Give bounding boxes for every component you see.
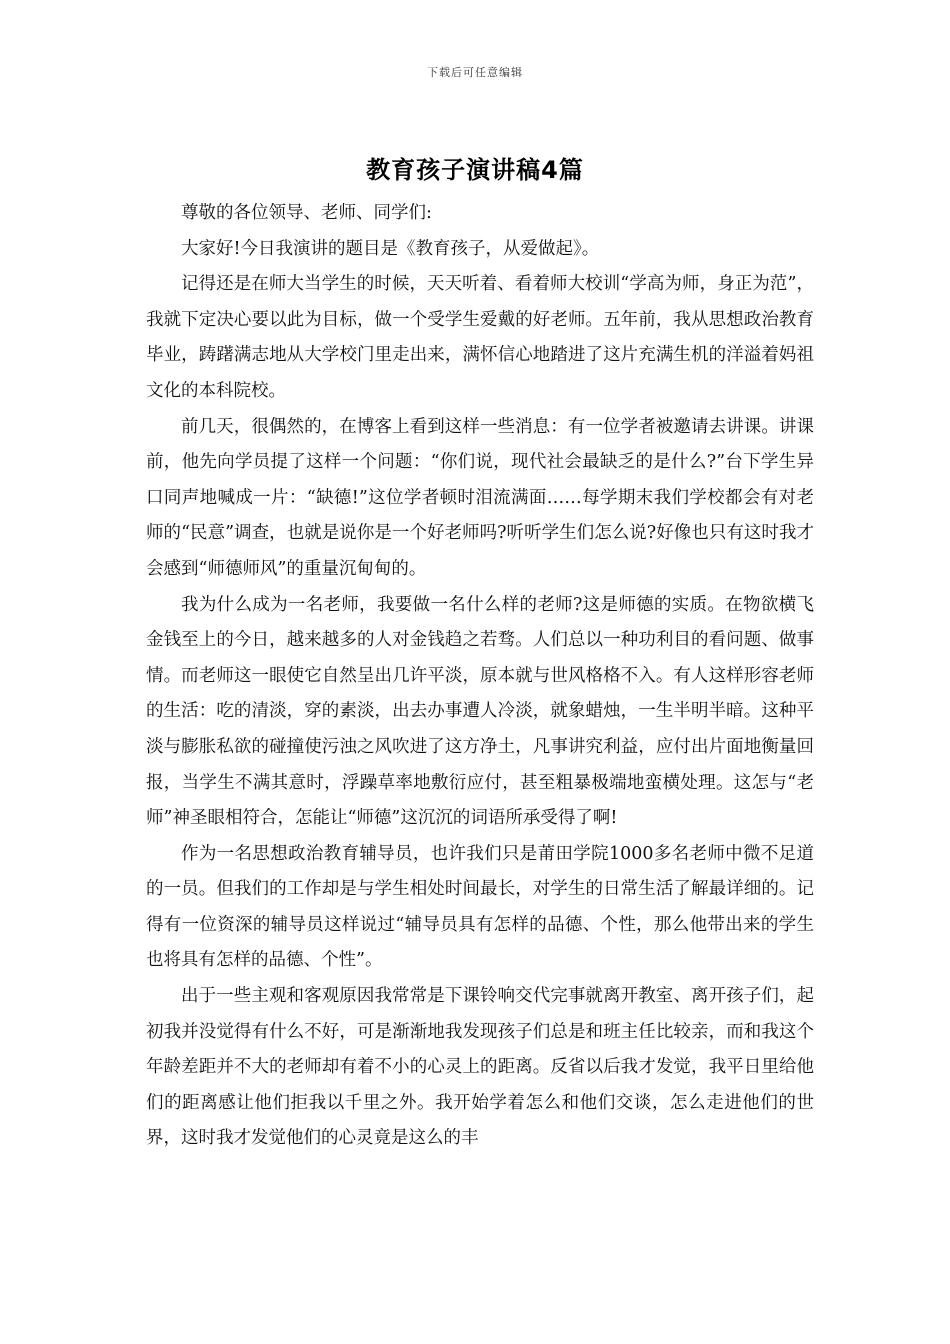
paragraph: 记得还是在师大当学生的时候，天天听着、看着师大校训“学高为师，身正为范”，我就下定决心要以此为目标，做一个受学生爱戴的好老师。五年前，我从思想政治教育毕业，踌躇满志地从大学校门里走出来，满怀信心地踏进了这片充满生机的洋溢着妈祖文化的本科院校。 (146, 274, 814, 401)
paragraph: 出于一些主观和客观原因我常常是下课铃响交代完事就离开教室、离开孩子们，起初我并没觉得有什么不好，可是渐渐地我发现孩子们总是和班主任比较亲，而和我这个年龄差距并不大的老师却有着不小的心灵上的距离。反省以后我才发觉，我平日里给他们的距离感让他们拒我以千里之外。我开始学着怎么和他们交谈，怎么走进他们的世界，这时我才发觉他们的心灵竟是这么的丰 (146, 986, 814, 1149)
header-note: 下载后可任意编辑 (427, 66, 523, 79)
paragraph-salutation: 尊敬的各位领导、老师、同学们: (181, 203, 432, 223)
paragraph-greeting: 大家好!今日我演讲的题目是《教育孩子，从爱做起》。 (181, 238, 600, 259)
paragraph: 前几天，很偶然的，在博客上看到这样一些消息：有一位学者被邀请去讲课。讲课前，他先向学员提了这样一个问题：“你们说，现代社会最缺乏的是什么?”台下学生异口同声地喊成一片：“缺德!”这位学者顿时泪流满面……每学期末我们学校都会有对老师的“民意”调查，也就是说你是一个好老师吗?听听学生们怎么说?好像也只有这时我才会感到“师德师风”的重量沉甸甸的。 (146, 416, 814, 579)
document-body (146, 196, 814, 1157)
paragraph: 我为什么成为一名老师，我要做一名什么样的老师?这是师德的实质。在物欲横飞金钱至上的今日，越来越多的人对金钱趋之若骛。人们总以一种功利目的看问题、做事情。而老师这一眼使它自然呈出几许平淡，原本就与世风格格不入。有人这样形容老师的生活：吃的清淡，穿的素淡，出去办事遭人冷淡，就象蜡烛，一生半明半暗。这种平淡与膨胀私欲的碰撞使污浊之风吹进了这方净土，凡事讲究利益，应付出片面地衡量回报，当学生不满其意时，浮躁草率地敷衍应付，甚至粗暴极端地蛮横处理。这怎与“老师”神圣眼相符合，怎能让“师德”这沉沉的词语所承受得了啊! (146, 594, 814, 829)
paragraph: 作为一名思想政治教育辅导员，也许我们只是莆田学院1000多名老师中微不足道的一员。但我们的工作却是与学生相处时间最长，对学生的日常生活了解最详细的。记得有一位资深的辅导员这样说过“辅导员具有怎样的品德、个性，那么他带出来的学生也将具有怎样的品德、个性”。 (146, 843, 814, 971)
document-title: 教育孩子演讲稿4篇 (366, 156, 584, 184)
